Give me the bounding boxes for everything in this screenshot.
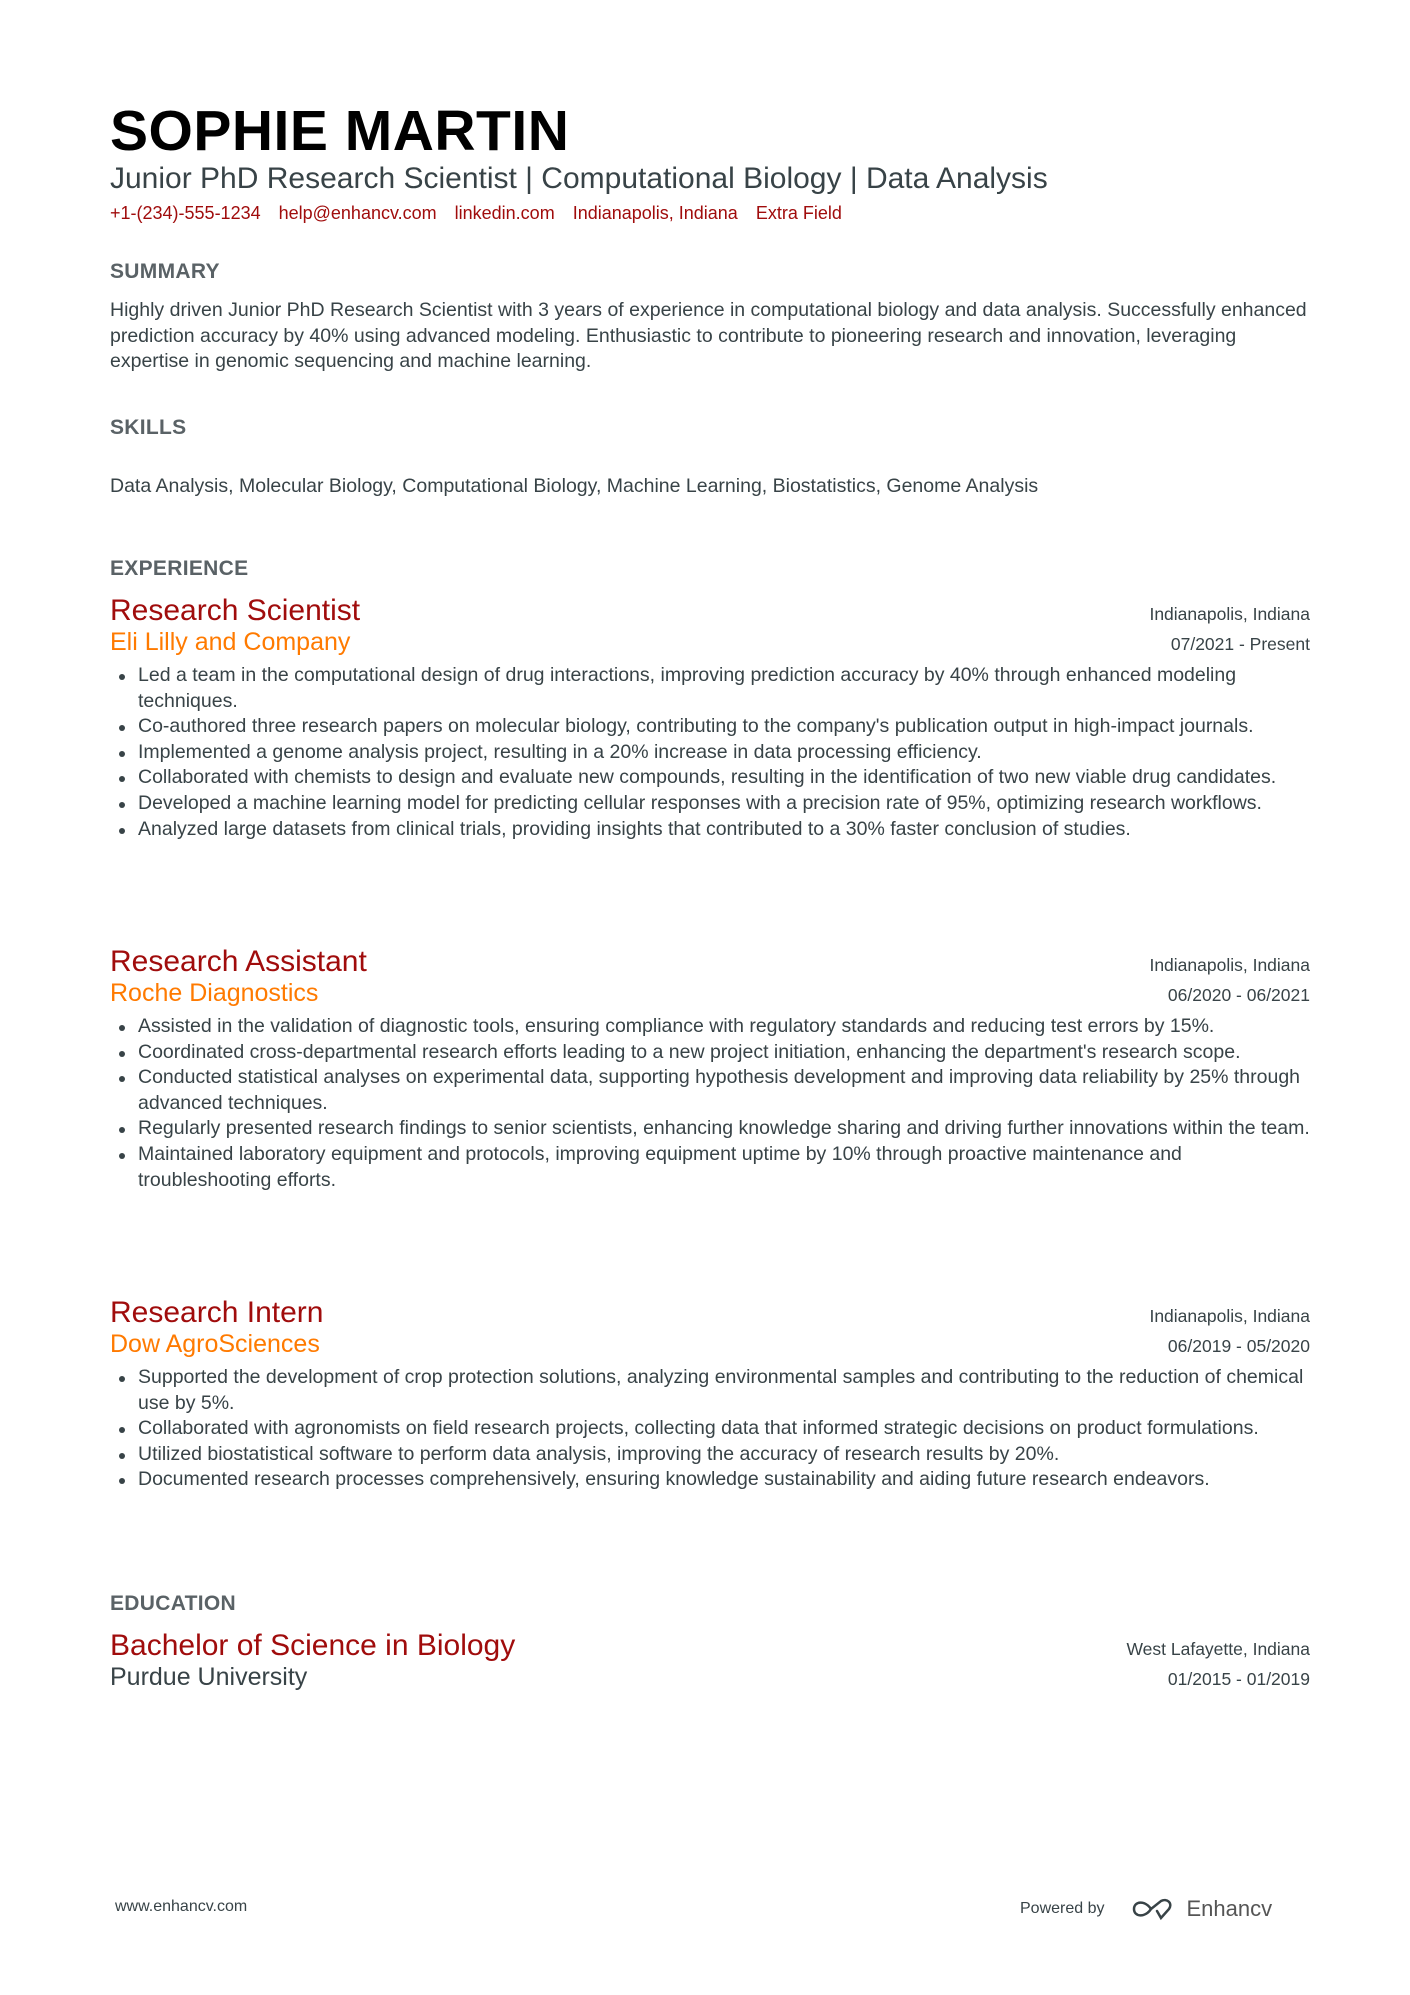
candidate-title: Junior PhD Research Scientist | Computational Biology | Data Analysis [110, 162, 1048, 195]
education-dates: 01/2015 - 01/2019 [1167, 1669, 1310, 1689]
list-item: Led a team in the computational design of drug interactions, improving prediction accuracy by 40% through enhanced modeling techniques. [110, 663, 1310, 714]
job-dates: 06/2019 - 05/2020 [1167, 1336, 1310, 1356]
list-item: Regularly presented research findings to senior scientists, enhancing knowledge sharing and driving further innovations within the team. [110, 1116, 1310, 1142]
list-item: Utilized biostatistical software to perform data analysis, improving the accuracy of research results by 20%. [110, 1442, 1310, 1468]
enhancv-logo-icon [1131, 1897, 1177, 1921]
company-name: Eli Lilly and Company [110, 628, 351, 656]
summary-text: Highly driven Junior PhD Research Scientist with 3 years of experience in computational biology and data analysis. Successfully enhanced prediction accuracy by 40% using advanced modeling. Enthusiastic to contribute to pioneering research and innovation, leveraging expertise in genomic sequencing and machine learning. [110, 299, 1307, 373]
location: Indianapolis, Indiana [572, 203, 738, 223]
job-bullets [110, 1014, 1310, 1193]
extra-field: Extra Field [755, 203, 842, 223]
job-title: Research Intern [110, 1296, 324, 1329]
experience-heading: EXPERIENCE [110, 557, 249, 580]
powered-by [1020, 1896, 1272, 1922]
list-item: Collaborated with chemists to design and evaluate new compounds, resulting in the identification of two new viable drug candidates. [110, 765, 1310, 791]
list-item: Developed a machine learning model for predicting cellular responses with a precision rate of 95%, optimizing research workflows. [110, 791, 1310, 817]
company-name: Roche Diagnostics [110, 979, 319, 1007]
list-item: Conducted statistical analyses on experimental data, supporting hypothesis development and improving data reliability by 25% through advanced techniques. [110, 1065, 1310, 1116]
company-name: Dow AgroSciences [110, 1330, 320, 1358]
candidate-name: SOPHIE MARTIN [110, 99, 570, 163]
linkedin[interactable]: linkedin.com [454, 203, 555, 223]
contact-list [110, 203, 1310, 224]
job-entry [110, 1296, 1310, 1493]
job-location: Indianapolis, Indiana [1149, 604, 1310, 624]
job-entry [110, 594, 1310, 842]
job-title: Research Scientist [110, 594, 361, 627]
skills-text: Data Analysis, Molecular Biology, Computational Biology, Machine Learning, Biostatistics, Genome Analysis [110, 475, 1039, 497]
list-item: Supported the development of crop protection solutions, analyzing environmental samples and contributing to the reduction of chemical use by 5%. [110, 1365, 1310, 1416]
list-item: Maintained laboratory equipment and protocols, improving equipment uptime by 10% through proactive maintenance and troubleshooting efforts. [110, 1142, 1310, 1193]
job-bullets [110, 1365, 1310, 1493]
job-location: Indianapolis, Indiana [1149, 1306, 1310, 1326]
list-item: Analyzed large datasets from clinical trials, providing insights that contributed to a 30% faster conclusion of studies. [110, 817, 1310, 843]
job-dates: 06/2020 - 06/2021 [1167, 985, 1310, 1005]
footer-website[interactable]: www.enhancv.com [115, 1898, 248, 1915]
job-title: Research Assistant [110, 945, 367, 978]
education-location: West Lafayette, Indiana [1126, 1639, 1310, 1659]
list-item: Coordinated cross-departmental research efforts leading to a new project initiation, enhancing the department's research scope. [110, 1040, 1310, 1066]
powered-by-label: Powered by [1020, 1900, 1105, 1917]
school-name: Purdue University [110, 1663, 308, 1691]
education-heading: EDUCATION [110, 1592, 236, 1615]
job-entry [110, 945, 1310, 1193]
education-entry [110, 1629, 1310, 1692]
skills-heading: SKILLS [110, 416, 187, 439]
degree: Bachelor of Science in Biology [110, 1629, 516, 1662]
list-item: Documented research processes comprehensively, ensuring knowledge sustainability and aiding future research endeavors. [110, 1467, 1310, 1493]
job-bullets [110, 663, 1310, 842]
list-item: Assisted in the validation of diagnostic tools, ensuring compliance with regulatory standards and reducing test errors by 15%. [110, 1014, 1310, 1040]
list-item: Co-authored three research papers on molecular biology, contributing to the company's publication output in high-impact journals. [110, 714, 1310, 740]
enhancv-brand: Enhancv [1186, 1896, 1273, 1921]
phone[interactable]: +1-(234)-555-1234 [110, 203, 261, 223]
list-item: Collaborated with agronomists on field research projects, collecting data that informed strategic decisions on product formulations. [110, 1416, 1310, 1442]
job-dates: 07/2021 - Present [1170, 634, 1310, 654]
summary-heading: SUMMARY [110, 260, 220, 283]
list-item: Implemented a genome analysis project, resulting in a 20% increase in data processing efficiency. [110, 740, 1310, 766]
email[interactable]: help@enhancv.com [278, 203, 437, 223]
job-location: Indianapolis, Indiana [1149, 955, 1310, 975]
